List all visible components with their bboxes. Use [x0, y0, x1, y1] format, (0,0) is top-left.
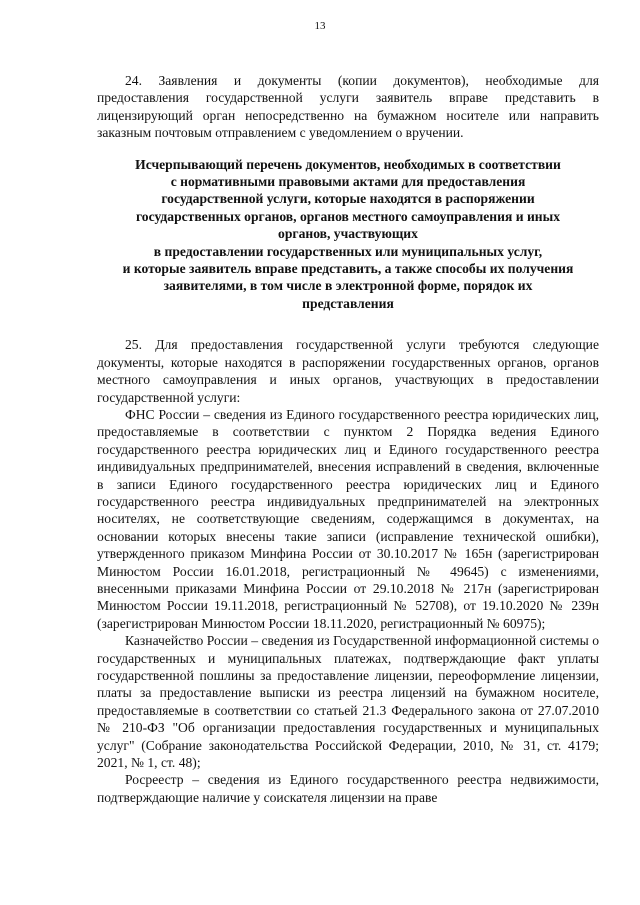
heading-line: государственных органов, органов местного самоуправления и иных — [135, 208, 561, 224]
heading-line: органов, участвующих — [278, 226, 418, 242]
spacer — [97, 312, 599, 336]
heading-line: с нормативными правовыми актами для предоставления — [170, 174, 526, 190]
heading-line: в предоставлении государственных или муниципальных услуг, — [153, 243, 543, 259]
heading-line: Исчерпывающий перечень документов, необходимых в соответствии — [135, 156, 561, 172]
heading-line: заявителями, в том числе в электронной форме, порядок их — [163, 278, 533, 294]
paragraph-25: 25. Для предоставления государственной услуги требуются следующие документы, которые находятся в распоряжении государственных органов, органов местного самоуправления и иных органов, участвующих в предоставлении государственной услуги: — [97, 337, 599, 405]
item-fns: ФНС России – сведения из Единого государственного реестра юридических лиц, предоставляемые в соответствии с пунктом 2 Порядка ведения Единого государственного реестра юридических лиц и Единого государственного реестра индивидуальных предпринимателей, внесения исправлений в сведения, включенные в записи Единого государственного реестра юридических лиц и Единого государственного реестра индивидуальных предпринимателей на электронных носителях, не соответствующие сведениям, содержащимся в документах, на основании которых внесены такие записи (исправление технической ошибки), утвержденного приказом Минфина России от 30.10.2017 № 165н (зарегистрирован Минюстом России 16.01.2018, регистрационный № 49645) с изменениями, внесенными приказами Минфина России от 29.10.2018 № 217н (зарегистрирован Минюстом России 19.11.2018, регистрационный № 52708), от 19.10.2020 № 239н (зарегистрирован Минюстом России 18.11.2020, регистрационный № 60975); — [97, 406, 599, 631]
heading-line: представления — [302, 295, 394, 311]
document-body — [97, 72, 599, 806]
item-treasury: Казначейство России – сведения из Государственной информационной системы о государственных и муниципальных платежах, подтверждающие факт уплаты государственной пошлины за предоставление лицензии, переоформление лицензии, платы за предоставление выписки из реестра лицензий на бумажном носителе, предоставляемые в соответствии со статьей 21.3 Федерального закона от 27.07.2010 № 210-ФЗ "Об организации предоставления государственных и муниципальных услуг" (Собрание законодательства Российской Федерации, 2010, № 31, ст. 4179; 2021, № 1, ст. 48); — [97, 633, 599, 771]
item-rosreestr: Росреестр – сведения из Единого государственного реестра недвижимости, подтверждающие наличие у соискателя лицензии на праве — [97, 772, 599, 805]
heading-line: и которые заявитель вправе представить, а также способы их получения — [122, 261, 574, 277]
heading-line: государственной услуги, которые находятся в распоряжении — [161, 191, 535, 207]
page-number: 13 — [314, 20, 326, 32]
section-heading — [97, 156, 599, 313]
paragraph-24: 24. Заявления и документы (копии документов), необходимые для предоставления государственной услуги заявитель вправе представить в лицензирующий орган непосредственно на бумажном носителе или направить заказным почтовым отправлением с уведомлением о вручении. — [97, 73, 599, 141]
